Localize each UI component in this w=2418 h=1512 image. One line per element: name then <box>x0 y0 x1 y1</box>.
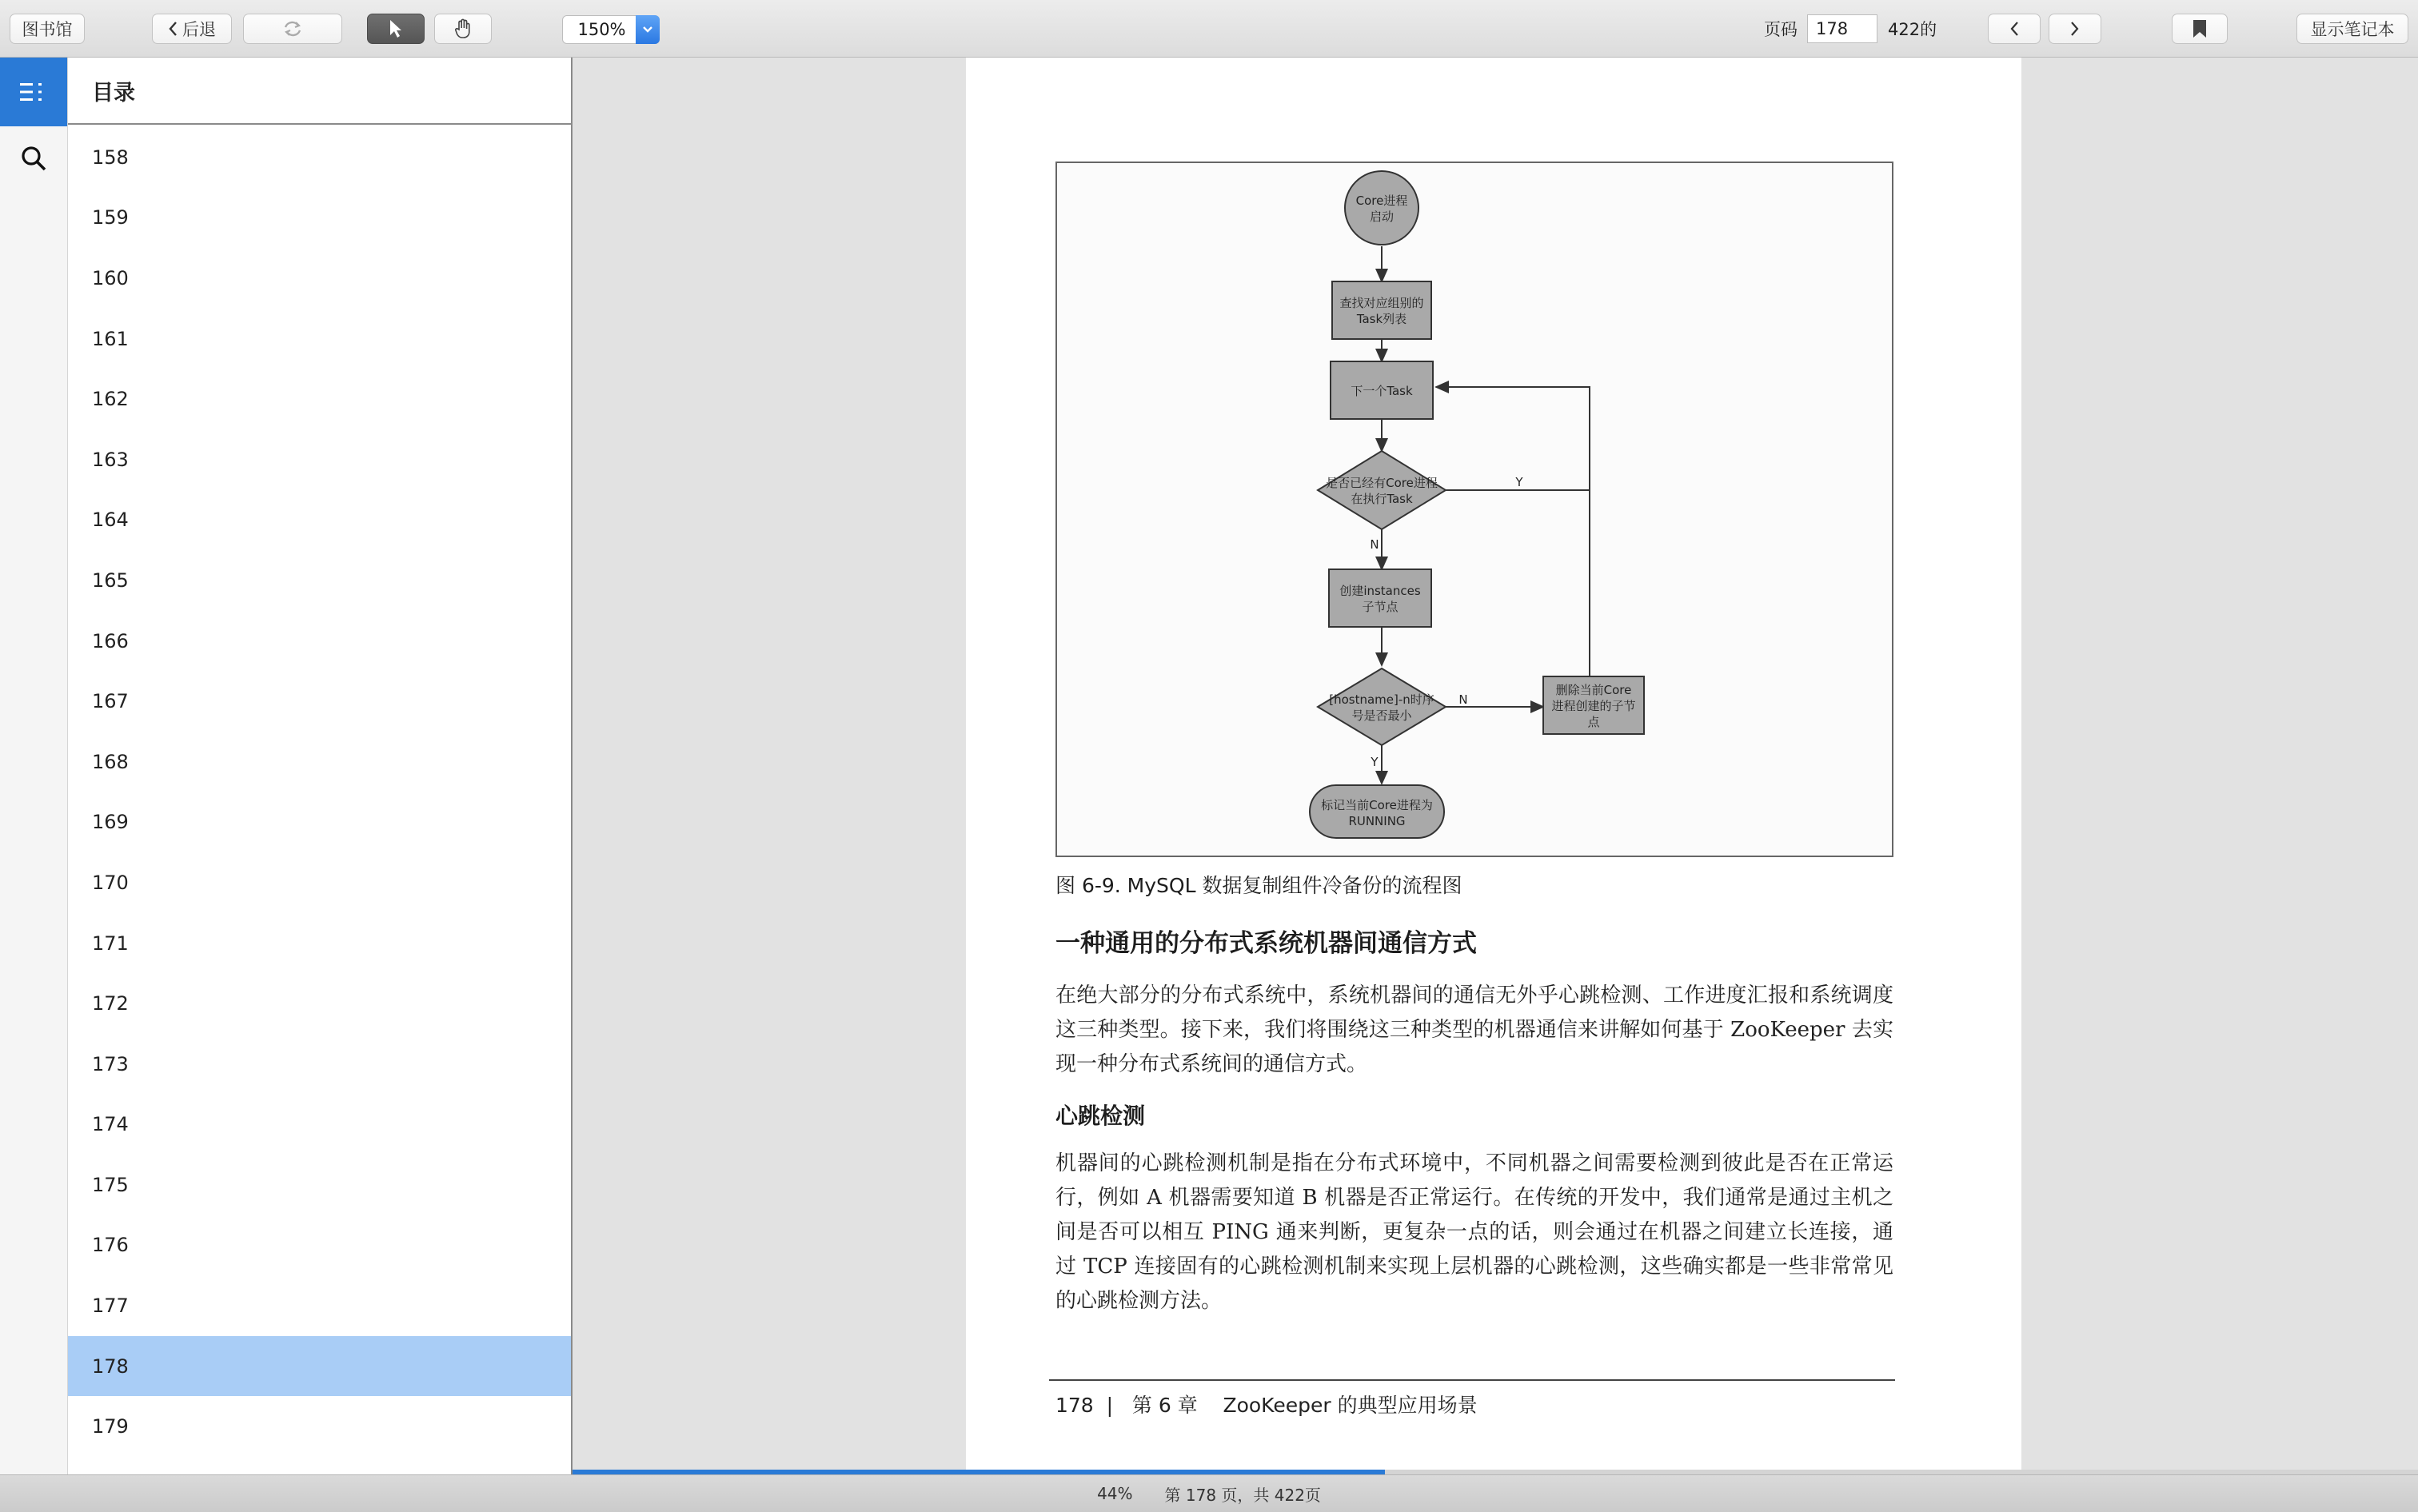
bookmark-button[interactable] <box>2172 14 2228 44</box>
toc-item[interactable]: 158 <box>92 146 129 169</box>
figure-caption: 图 6-9. MySQL 数据复制组件冷备份的流程图 <box>1055 874 1462 897</box>
toc-title: 目录 <box>68 58 571 125</box>
toc-panel <box>68 58 573 1478</box>
hand-icon <box>453 18 473 39</box>
flow-side-line1: 删除当前Core <box>1555 683 1632 697</box>
flow-step2: 下一个Task <box>1351 384 1413 398</box>
subsection-heading: 心跳检测 <box>1055 1103 1146 1129</box>
sidebar-rail <box>0 58 68 1478</box>
toc-item[interactable]: 160 <box>92 266 129 289</box>
document-page <box>966 58 2021 1473</box>
toc-item[interactable]: 169 <box>92 811 129 834</box>
toc-item[interactable]: 174 <box>92 1113 129 1136</box>
flow-start-line2: 启动 <box>1369 209 1395 224</box>
status-percent: 44% <box>1097 1484 1133 1503</box>
toc-item[interactable]: 172 <box>92 992 129 1015</box>
toc-item[interactable]: 165 <box>92 568 129 592</box>
back-button[interactable] <box>152 14 232 44</box>
flow-end-line2: RUNNING <box>1348 814 1406 828</box>
toc-item[interactable]: 173 <box>92 1052 129 1075</box>
flow-step1-line2: Task列表 <box>1356 312 1407 326</box>
toc-item[interactable]: 178 <box>68 1336 571 1397</box>
flowchart-figure <box>1055 162 1893 857</box>
back-button-label: 后退 <box>182 20 216 39</box>
toc-tab[interactable] <box>0 58 67 126</box>
toc-item[interactable]: 170 <box>92 871 129 894</box>
show-notes-label: 显示笔记本 <box>2310 20 2395 39</box>
flow-step1-line1: 查找对应组别的 <box>1339 296 1424 310</box>
flow-decision2-line2: 号是否最小 <box>1351 708 1412 723</box>
status-bar <box>0 1474 2418 1512</box>
document-viewport[interactable] <box>573 58 2418 1473</box>
page-footer: 178 | 第 6 章 ZooKeeper 的典型应用场景 <box>1055 1394 1478 1417</box>
library-button-label: 图书馆 <box>22 20 73 39</box>
footer-divider <box>1049 1379 1895 1381</box>
page-number-label: 页码 <box>1764 20 1798 39</box>
toc-item[interactable]: 168 <box>92 750 129 773</box>
flow-label-y2: Y <box>1371 755 1379 769</box>
chevron-left-icon <box>2009 21 2019 37</box>
search-tab[interactable] <box>0 126 67 190</box>
pointer-icon <box>388 18 404 39</box>
flow-label-y1: Y <box>1515 475 1523 489</box>
library-button[interactable] <box>10 14 85 44</box>
flow-decision1-line1: 是否已经有Core进程 <box>1326 476 1438 490</box>
select-tool-button[interactable] <box>367 14 425 44</box>
toolbar <box>0 0 2418 58</box>
zoom-dropdown-toggle[interactable] <box>636 15 660 44</box>
refresh-icon <box>282 19 303 38</box>
toc-item[interactable]: 164 <box>92 509 129 532</box>
flow-start-line1: Core进程 <box>1355 193 1408 208</box>
toc-item[interactable]: 177 <box>92 1295 129 1318</box>
flow-label-n1: N <box>1370 537 1379 552</box>
toc-item[interactable]: 159 <box>92 206 129 229</box>
flow-side-line3: 点 <box>1587 715 1600 729</box>
flow-end-line1: 标记当前Core进程为 <box>1321 798 1433 812</box>
flow-decision2-line1: [hostname]-n时序 <box>1329 692 1434 707</box>
flow-label-n2: N <box>1458 692 1468 707</box>
toc-item[interactable]: 163 <box>92 448 129 471</box>
chevron-right-icon <box>2070 21 2080 37</box>
toc-item[interactable]: 175 <box>92 1173 129 1196</box>
flow-decision1-line2: 在执行Task <box>1351 492 1413 506</box>
paragraph-2: 机器间的心跳检测机制是指在分布式环境中，不同机器之间需要检测到彼此是否在正常运行，例如 A 机器需要知道 B 机器是否正常运行。在传统的开发中，我们通常是通过主机之间是否可以相互 PING 通来判断，更复杂一点的话，则会通过在机器之间建立长连接，通过 TCP 连接固有的心跳检测机制来实现上层机器的心跳检测，这些确实都是一些非常常见的心跳检测方法。 <box>1055 1151 1893 1313</box>
toc-item[interactable]: 179 <box>92 1415 129 1438</box>
zoom-select[interactable] <box>562 15 660 44</box>
previous-page-button[interactable] <box>1988 14 2041 44</box>
section-heading: 一种通用的分布式系统机器间通信方式 <box>1055 929 1477 958</box>
next-page-button[interactable] <box>2049 14 2101 44</box>
page-number-input[interactable] <box>1807 14 1877 43</box>
refresh-button[interactable] <box>243 14 342 44</box>
toc-item[interactable]: 161 <box>92 327 129 350</box>
toc-list-icon <box>18 80 49 104</box>
toc-list <box>68 125 571 1457</box>
toc-item[interactable]: 167 <box>92 690 129 713</box>
paragraph-1: 在绝大部分的分布式系统中，系统机器间的通信无外乎心跳检测、工作进度汇报和系统调度这三种类型。接下来，我们将围绕这三种类型的机器通信来讲解如何基于 ZooKeeper 去实现一种分布式系统间的通信方式。 <box>1055 983 1893 1076</box>
status-page-info: 第 178 页，共 422页 <box>1164 1485 1321 1505</box>
toc-item[interactable]: 166 <box>92 629 129 652</box>
zoom-value: 150% <box>577 20 626 39</box>
flow-side-line2: 进程创建的子节 <box>1551 699 1636 713</box>
search-icon <box>20 145 47 172</box>
toc-item[interactable]: 171 <box>92 932 129 955</box>
toc-item[interactable]: 162 <box>92 388 129 411</box>
chevron-down-icon <box>642 26 653 34</box>
flowchart <box>1057 163 1895 859</box>
hand-tool-button[interactable] <box>434 14 492 44</box>
bookmark-icon <box>2193 19 2207 38</box>
flow-step3-line1: 创建instances <box>1339 584 1421 598</box>
toc-item[interactable]: 176 <box>92 1234 129 1257</box>
page-total-label: 422的 <box>1888 20 1937 39</box>
show-notes-button[interactable] <box>2296 14 2408 44</box>
chevron-left-icon <box>168 21 178 37</box>
flow-step3-line2: 子节点 <box>1362 600 1399 614</box>
